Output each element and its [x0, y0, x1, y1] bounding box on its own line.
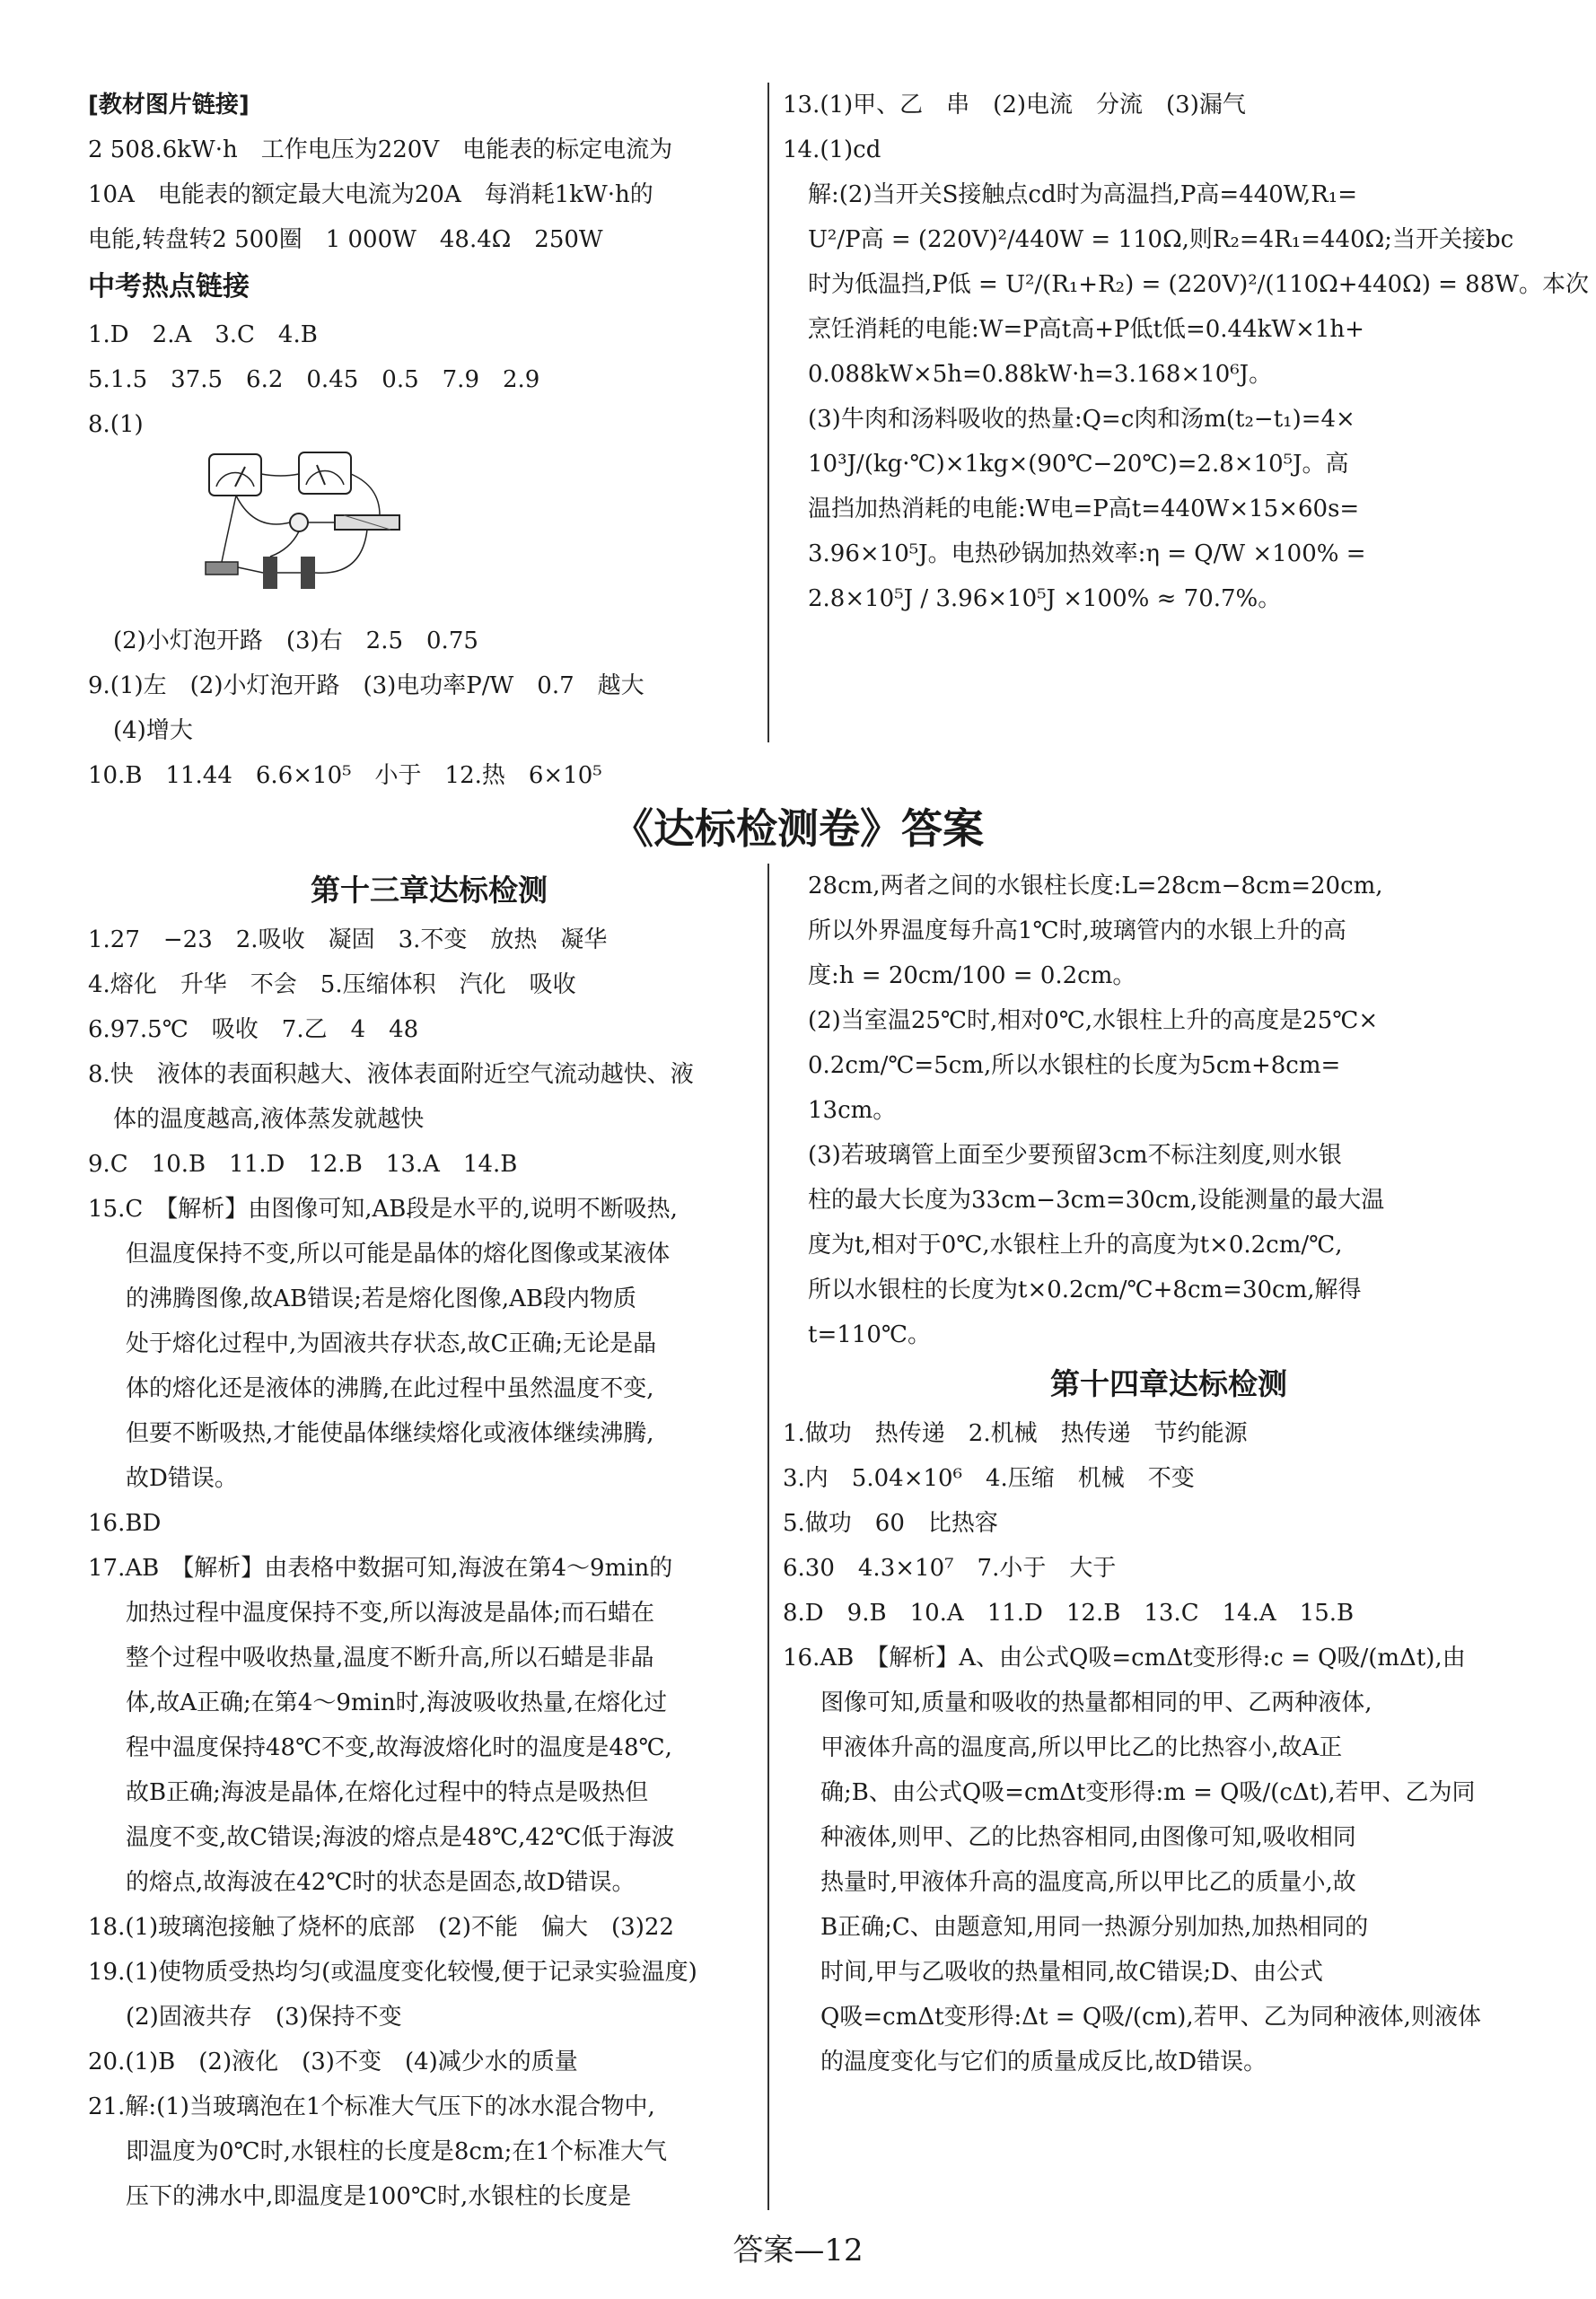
answer-line: 温度不变,故C错误;海波的熔点是48℃,42℃低于海波	[126, 1824, 675, 1851]
answer-line: 28cm,两者之间的水银柱长度:L=28cm−8cm=20cm,	[808, 873, 1383, 899]
answer-line: 9.C 10.B 11.D 12.B 13.A 14.B	[88, 1151, 518, 1178]
answer-line: (2)当室温25℃时,相对0℃,水银柱上升的高度是25℃×	[808, 1007, 1379, 1034]
bottom-left-column	[88, 864, 770, 2219]
answer-line: (4)增大	[113, 717, 193, 744]
bottom-column-divider	[767, 864, 769, 2210]
answer-line: 确;B、由公式Q吸=cmΔt变形得:m = Q吸/(cΔt),若甲、乙为同	[820, 1779, 1476, 1806]
answer-line: 的熔点,故海波在42℃时的状态是固态,故D错误。	[126, 1869, 636, 1896]
answer-line: U²/P高 = (220V)²/440W = 110Ω,则R₂=4R₁=440Ω;当开关接bc	[808, 226, 1514, 253]
bottom-right-column	[783, 864, 1555, 2084]
answer-line: t=110℃。	[808, 1321, 931, 1348]
answer-line: 8.D 9.B 10.A 11.D 12.B 13.C 14.A 15.B	[783, 1600, 1355, 1627]
answer-line: 6.30 4.3×10⁷ 7.小于 大于	[783, 1555, 1117, 1582]
answer-line: 1.做功 热传递 2.机械 热传递 节约能源	[783, 1420, 1248, 1447]
chapter-heading: 第十三章达标检测	[311, 873, 548, 908]
answer-line: 18.(1)玻璃泡接触了烧杯的底部 (2)不能 偏大 (3)22	[88, 1914, 674, 1941]
top-column-divider	[767, 83, 769, 742]
answer-line: 压下的沸水中,即温度是100℃时,水银柱的长度是	[126, 2183, 632, 2210]
answer-line: 3.96×10⁵J。电热砂锅加热效率:η = Q/W ×100% =	[808, 540, 1366, 567]
answer-line: 19.(1)使物质受热均匀(或温度变化较慢,便于记录实验温度)	[88, 1959, 697, 1986]
answer-line: 所以外界温度每升高1℃时,玻璃管内的水银上升的高	[808, 917, 1346, 944]
answer-line: Q吸=cmΔt变形得:Δt = Q吸/(cm),若甲、乙为同种液体,则液体	[820, 2004, 1481, 2031]
circuit-diagram	[200, 451, 407, 603]
answer-line: 2 508.6kW·h 工作电压为220V 电能表的标定电流为	[88, 136, 673, 163]
answer-line: 解:(2)当开关S接触点cd时为高温挡,P高=440W,R₁=	[808, 181, 1358, 208]
answer-line: 热量时,甲液体升高的温度高,所以甲比乙的质量小,故	[820, 1869, 1356, 1896]
answer-line: 温挡加热消耗的电能:W电=P高t=440W×15×60s=	[808, 496, 1360, 522]
answer-line: 13cm。	[808, 1097, 897, 1124]
answer-line: 故D错误。	[126, 1465, 238, 1492]
answer-line: (3)若玻璃管上面至少要预留3cm不标注刻度,则水银	[808, 1142, 1342, 1169]
answer-line: 13.(1)甲、乙 串 (2)电流 分流 (3)漏气	[783, 92, 1246, 118]
chapter-heading: 第十四章达标检测	[1050, 1366, 1287, 1401]
answer-line: B正确;C、由题意知,用同一热源分别加热,加热相同的	[820, 1914, 1369, 1941]
answer-line: 度:h = 20cm/100 = 0.2cm。	[808, 962, 1136, 989]
answer-line: 体,故A正确;在第4～9min时,海波吸收热量,在熔化过	[126, 1689, 668, 1716]
answer-line: 整个过程中吸收热量,温度不断升高,所以石蜡是非晶	[126, 1645, 654, 1672]
answer-section-title: 《达标检测卷》答案	[612, 804, 984, 853]
answer-line: 20.(1)B (2)液化 (3)不变 (4)减少水的质量	[88, 2049, 578, 2075]
answer-line: 15.C 【解析】由图像可知,AB段是水平的,说明不断吸热,	[88, 1196, 678, 1223]
answer-line: (3)牛肉和汤料吸收的热量:Q=c肉和汤m(t₂−t₁)=4×	[808, 406, 1355, 433]
answer-line: 10³J/(kg·℃)×1kg×(90℃−20℃)=2.8×10⁵J。高	[808, 451, 1349, 478]
answer-line: 10.B 11.44 6.6×10⁵ 小于 12.热 6×10⁵	[88, 762, 602, 789]
answer-line: (2)小灯泡开路 (3)右 2.5 0.75	[113, 627, 478, 654]
answer-line: 14.(1)cd	[783, 136, 881, 163]
answer-line: 烹饪消耗的电能:W=P高t高+P低t低=0.44kW×1h+	[808, 316, 1364, 343]
top-right-column	[783, 83, 1589, 621]
section-heading: 中考热点链接	[88, 271, 250, 303]
answer-line: 8.快 液体的表面积越大、液体表面附近空气流动越快、液	[88, 1061, 694, 1088]
circuit-figure	[88, 447, 770, 619]
answer-line: 体的熔化还是液体的沸腾,在此过程中虽然温度不变,	[126, 1375, 654, 1402]
answer-line: 10A 电能表的额定最大电流为20A 每消耗1kW·h的	[88, 181, 653, 208]
answer-line: 时为低温挡,P低 = U²/(R₁+R₂) = (220V)²/(110Ω+440Ω) = 88W。本次	[808, 271, 1589, 298]
answer-line: 16.BD	[88, 1510, 162, 1537]
answer-line: 柱的最大长度为33cm−3cm=30cm,设能测量的最大温	[808, 1187, 1385, 1214]
answer-line: 0.2cm/℃=5cm,所以水银柱的长度为5cm+8cm=	[808, 1052, 1341, 1079]
answer-line: 图像可知,质量和吸收的热量都相同的甲、乙两种液体,	[820, 1689, 1372, 1716]
answer-line: 21.解:(1)当玻璃泡在1个标准大气压下的冰水混合物中,	[88, 2093, 655, 2120]
answer-line: 种液体,则甲、乙的比热容相同,由图像可知,吸收相同	[820, 1824, 1356, 1851]
answer-line: 5.1.5 37.5 6.2 0.45 0.5 7.9 2.9	[88, 366, 540, 393]
answer-line: 1.27 −23 2.吸收 凝固 3.不变 放热 凝华	[88, 926, 608, 953]
answer-line: 16.AB 【解析】A、由公式Q吸=cmΔt变形得:c = Q吸/(mΔt),由	[783, 1645, 1466, 1672]
answer-line: (2)固液共存 (3)保持不变	[126, 2004, 402, 2031]
section-label: [教材图片链接]	[88, 92, 250, 118]
answer-line: 0.088kW×5h=0.88kW·h=3.168×10⁶J。	[808, 361, 1273, 388]
answer-line: 所以水银柱的长度为t×0.2cm/℃+8cm=30cm,解得	[808, 1277, 1362, 1303]
answer-line: 8.(1)	[88, 411, 144, 438]
answer-line: 3.内 5.04×10⁶ 4.压缩 机械 不变	[783, 1465, 1195, 1492]
answer-line: 度为t,相对于0℃,水银柱上升的高度为t×0.2cm/℃,	[808, 1232, 1343, 1259]
answer-line: 2.8×10⁵J / 3.96×10⁵J ×100% ≈ 70.7%。	[808, 585, 1282, 612]
answer-line: 程中温度保持48℃不变,故海波熔化时的温度是48℃,	[126, 1734, 672, 1761]
answer-line: 的温度变化与它们的质量成反比,故D错误。	[820, 2049, 1267, 2075]
answer-line: 体的温度越高,液体蒸发就越快	[113, 1106, 425, 1133]
answer-line: 加热过程中温度保持不变,所以海波是晶体;而石蜡在	[126, 1600, 655, 1627]
answer-line: 4.熔化 升华 不会 5.压缩体积 汽化 吸收	[88, 971, 576, 998]
answer-line: 9.(1)左 (2)小灯泡开路 (3)电功率P/W 0.7 越大	[88, 672, 645, 699]
answer-line: 1.D 2.A 3.C 4.B	[88, 321, 318, 348]
answer-line: 处于熔化过程中,为固液共存状态,故C正确;无论是晶	[126, 1330, 657, 1357]
answer-line: 甲液体升高的温度高,所以甲比乙的比热容小,故A正	[820, 1734, 1343, 1761]
answer-line: 电能,转盘转2 500圈 1 000W 48.4Ω 250W	[88, 226, 603, 253]
answer-line: 6.97.5℃ 吸收 7.乙 4 48	[88, 1016, 419, 1043]
answer-line: 但温度保持不变,所以可能是晶体的熔化图像或某液体	[126, 1241, 671, 1268]
answer-line: 5.做功 60 比热容	[783, 1510, 998, 1537]
answer-line: 但要不断吸热,才能使晶体继续熔化或液体继续沸腾,	[126, 1420, 654, 1447]
answer-line: 的沸腾图像,故AB错误;若是熔化图像,AB段内物质	[126, 1286, 637, 1312]
top-left-column	[88, 83, 770, 798]
page-number: 答案—12	[732, 2233, 864, 2268]
answer-line: 时间,甲与乙吸收的热量相同,故C错误;D、由公式	[820, 1959, 1324, 1986]
answer-line: 即温度为0℃时,水银柱的长度是8cm;在1个标准大气	[126, 2138, 667, 2165]
answer-line: 故B正确;海波是晶体,在熔化过程中的特点是吸热但	[126, 1779, 649, 1806]
answer-line: 17.AB 【解析】由表格中数据可知,海波在第4～9min的	[88, 1555, 673, 1582]
